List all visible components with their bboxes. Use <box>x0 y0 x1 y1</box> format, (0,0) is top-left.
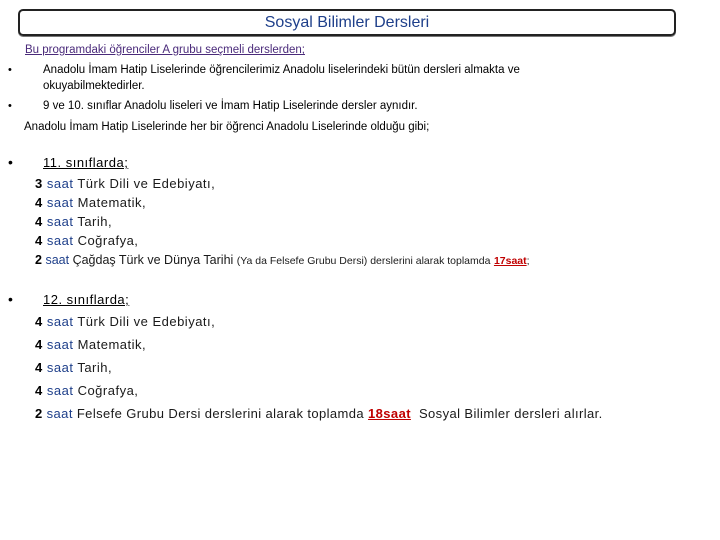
course-name: Coğrafya, <box>77 383 139 398</box>
hour-unit: saat <box>46 360 74 375</box>
hour-unit: saat <box>46 314 74 329</box>
course-name: Matematik, <box>77 337 147 352</box>
intro-bullet1-line1: Anadolu İmam Hatip Liselerinde öğrencilerimiz Anadolu liselerindeki bütün dersleri almakta ve <box>43 64 520 76</box>
course-name: Tarih, <box>77 214 113 229</box>
intro-bullet1-line2: okuyabilmektedirler. <box>43 80 145 92</box>
hour-unit: saat <box>46 214 74 229</box>
hour-unit: saat <box>46 337 74 352</box>
course-name: Türk Dili ve Edebiyatı, <box>77 314 216 329</box>
total-hours: 18saat <box>368 406 411 421</box>
bullet-marker: • <box>8 64 12 76</box>
line-end: Sosyal Bilimler dersleri alırlar. <box>418 406 603 421</box>
grade12-item <box>35 314 215 330</box>
hour-count: 3 <box>35 176 43 191</box>
hour-unit: saat <box>46 406 73 421</box>
hour-count: 4 <box>35 233 43 248</box>
line-end: ; <box>526 255 530 267</box>
hour-unit: saat <box>45 253 70 267</box>
grade11-item <box>35 195 146 211</box>
course-name: Çağdaş Türk ve Dünya Tarihi <box>72 253 234 267</box>
hour-unit: saat <box>46 383 74 398</box>
page-title-text: Sosyal Bilimler Dersleri <box>264 13 430 31</box>
hour-count: 2 <box>35 253 42 267</box>
intro-bullet2: 9 ve 10. sınıflar Anadolu liseleri ve İmam Hatip Liselerinde dersler aynıdır. <box>43 100 418 112</box>
grade12-item-last <box>35 406 603 422</box>
intro-heading: Bu programdaki öğrenciler A grubu seçmeli derslerden; <box>25 44 305 56</box>
course-name: Türk Dili ve Edebiyatı, <box>77 176 216 191</box>
total-hours: 17saat <box>493 255 527 267</box>
bullet-marker: • <box>8 291 13 307</box>
course-name: Tarih, <box>77 360 113 375</box>
grade12-item <box>35 383 138 399</box>
grade12-heading: 12. sınıflarda; <box>43 292 130 307</box>
grade11-item <box>35 176 215 192</box>
hour-count: 4 <box>35 214 43 229</box>
intro-summary: Anadolu İmam Hatip Liselerinde her bir öğrenci Anadolu Liselerinde olduğu gibi; <box>24 121 430 133</box>
course-name: Matematik, <box>77 195 147 210</box>
hour-unit: saat <box>46 195 74 210</box>
page-title <box>18 9 676 36</box>
grade12-item <box>35 337 146 353</box>
grade11-item <box>35 233 138 249</box>
hour-unit: saat <box>46 233 74 248</box>
hour-count: 4 <box>35 314 43 329</box>
course-tail: (Ya da Felsefe Grubu Dersi) derslerini alarak toplamda <box>236 255 491 267</box>
grade11-item <box>35 214 112 230</box>
hour-count: 2 <box>35 406 43 421</box>
course-name: Felsefe Grubu Dersi derslerini alarak toplamda <box>76 406 365 421</box>
bullet-marker: • <box>8 100 12 112</box>
bullet-marker: • <box>8 154 13 170</box>
hour-unit: saat <box>46 176 74 191</box>
grade12-item <box>35 360 112 376</box>
hour-count: 4 <box>35 383 43 398</box>
hour-count: 4 <box>35 360 43 375</box>
course-name: Coğrafya, <box>77 233 139 248</box>
hour-count: 4 <box>35 195 43 210</box>
hour-count: 4 <box>35 337 43 352</box>
grade11-item-last <box>35 252 530 269</box>
grade11-heading: 11. sınıflarda; <box>43 155 129 170</box>
